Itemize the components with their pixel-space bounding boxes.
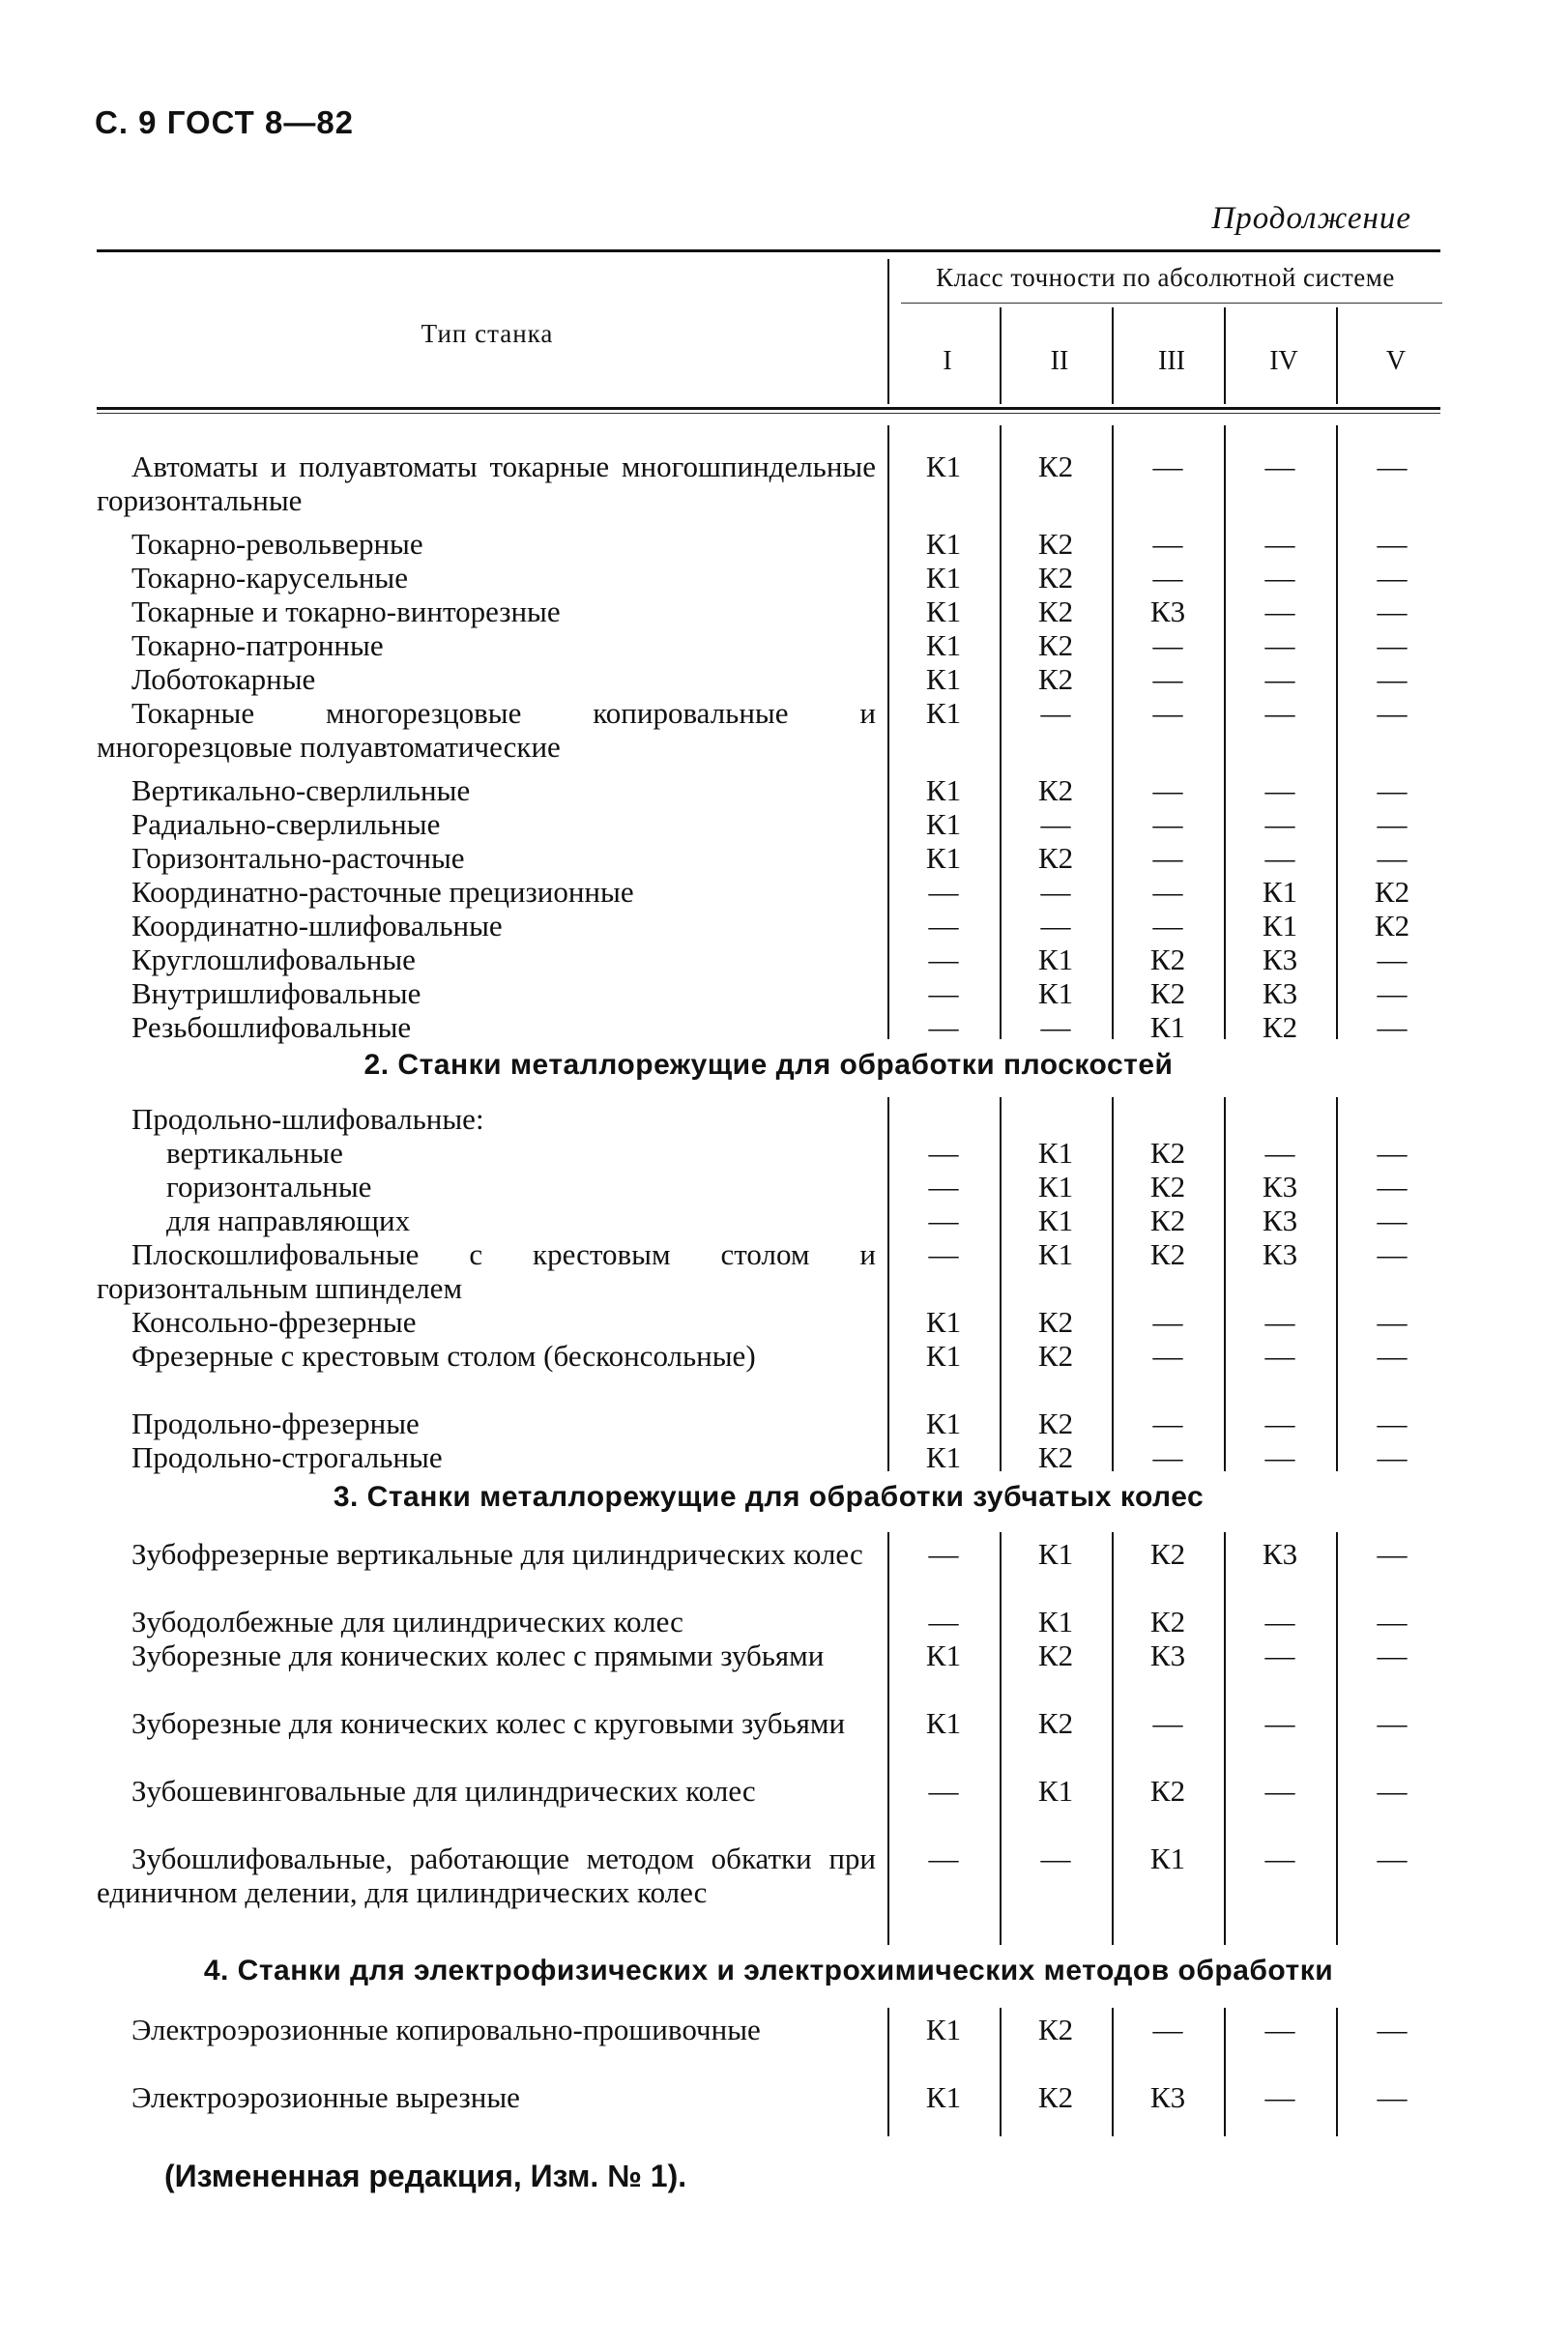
machine-type: Зуборезные для конических колес с прямыми зубьями bbox=[131, 1638, 825, 1672]
accuracy-class-cell: К2 bbox=[1037, 1406, 1074, 1440]
machine-type: Фрезерные с крестовым столом (бесконсольные) bbox=[131, 1339, 756, 1373]
accuracy-class-cell: — bbox=[1040, 875, 1071, 909]
machine-type: Токарно-патронные bbox=[131, 628, 384, 662]
table-row bbox=[97, 1339, 1440, 1406]
accuracy-class-cell: — bbox=[928, 1136, 959, 1170]
accuracy-class-cell: К2 bbox=[1037, 1305, 1074, 1339]
table-row bbox=[97, 1774, 1440, 1842]
accuracy-class-cell: — bbox=[1152, 1339, 1183, 1373]
accuracy-class-cell: — bbox=[1264, 594, 1295, 628]
machine-type: для направляющих bbox=[166, 1204, 411, 1237]
accuracy-class-cell: — bbox=[1264, 1605, 1295, 1638]
accuracy-class-cell: — bbox=[1377, 1406, 1408, 1440]
accuracy-class-cell: К1 bbox=[925, 628, 962, 662]
machine-type: Продольно-строгальные bbox=[131, 1440, 443, 1474]
accuracy-class-cell: К2 bbox=[1037, 628, 1074, 662]
table-row bbox=[97, 1010, 1440, 1044]
table-row bbox=[97, 1237, 1440, 1305]
table-header-class-2: II bbox=[1050, 346, 1069, 376]
table-row bbox=[97, 976, 1440, 1010]
table-row bbox=[97, 875, 1440, 909]
accuracy-class-cell: — bbox=[1377, 976, 1408, 1010]
accuracy-class-cell: К2 bbox=[1149, 942, 1186, 976]
accuracy-class-cell: — bbox=[1152, 841, 1183, 875]
accuracy-class-cell: — bbox=[1377, 628, 1408, 662]
table-row bbox=[97, 773, 1440, 807]
machine-type: Резьбошлифовальные bbox=[131, 1010, 412, 1044]
accuracy-class-cell: — bbox=[1152, 561, 1183, 594]
accuracy-class-cell: — bbox=[928, 1774, 959, 1808]
machine-type: Координатно-шлифовальные bbox=[131, 909, 503, 942]
accuracy-class-cell: — bbox=[1264, 1440, 1295, 1474]
accuracy-class-cell: К1 bbox=[1037, 942, 1074, 976]
accuracy-class-cell: К2 bbox=[1149, 1170, 1186, 1204]
accuracy-class-cell: — bbox=[1264, 1774, 1295, 1808]
accuracy-class-cell: К1 bbox=[925, 807, 962, 841]
machine-type: Лоботокарные bbox=[131, 662, 316, 696]
accuracy-class-cell: К2 bbox=[1037, 1706, 1074, 1740]
machine-type: Токарно-карусельные bbox=[131, 561, 408, 594]
machine-type: Продольно-фрезерные bbox=[131, 1406, 420, 1440]
accuracy-class-cell: — bbox=[928, 1204, 959, 1237]
machine-type: Зубофрезерные вертикальные для цилиндрических колес bbox=[131, 1537, 863, 1571]
accuracy-class-cell: — bbox=[1040, 807, 1071, 841]
accuracy-class-cell: — bbox=[1377, 2080, 1408, 2114]
accuracy-class-cell: — bbox=[1377, 1638, 1408, 1672]
accuracy-class-cell: К3 bbox=[1262, 1170, 1298, 1204]
accuracy-class-cell: К1 bbox=[925, 696, 962, 730]
accuracy-class-cell: К3 bbox=[1149, 1638, 1186, 1672]
accuracy-class-cell: К1 bbox=[1262, 909, 1298, 942]
accuracy-class-cell: К1 bbox=[925, 1406, 962, 1440]
accuracy-class-cell: — bbox=[1377, 1204, 1408, 1237]
table-row bbox=[97, 561, 1440, 594]
accuracy-class-cell: — bbox=[1264, 450, 1295, 483]
accuracy-class-cell: К2 bbox=[1037, 2013, 1074, 2046]
accuracy-class-cell: К3 bbox=[1149, 2080, 1186, 2114]
table-row bbox=[97, 628, 1440, 662]
machine-type: Плоскошлифовальные с крестовым столом и горизонтальным шпинделем bbox=[97, 1237, 876, 1305]
accuracy-class-cell: К2 bbox=[1149, 1774, 1186, 1808]
table-top-rule bbox=[97, 249, 1440, 252]
section-title: 3. Станки металлорежущие для обработки зубчатых колес bbox=[333, 1481, 1205, 1513]
accuracy-class-cell: — bbox=[1264, 696, 1295, 730]
table-header-class-4: IV bbox=[1269, 346, 1298, 376]
accuracy-class-cell: К1 bbox=[925, 1440, 962, 1474]
accuracy-class-cell: К2 bbox=[1037, 561, 1074, 594]
table-row bbox=[97, 696, 1440, 764]
accuracy-class-cell: — bbox=[1264, 527, 1295, 561]
accuracy-class-cell: — bbox=[1152, 909, 1183, 942]
accuracy-class-cell: — bbox=[1152, 1406, 1183, 1440]
accuracy-class-cell: — bbox=[1152, 1706, 1183, 1740]
accuracy-class-cell: К2 bbox=[1037, 450, 1074, 483]
table-row bbox=[97, 1706, 1440, 1774]
machine-type: Круглошлифовальные bbox=[131, 942, 416, 976]
accuracy-class-cell: К3 bbox=[1262, 1237, 1298, 1271]
accuracy-class-cell: — bbox=[1152, 1305, 1183, 1339]
table-row bbox=[97, 1537, 1440, 1605]
accuracy-class-cell: К2 bbox=[1037, 662, 1074, 696]
accuracy-class-cell: — bbox=[1264, 1638, 1295, 1672]
table-row bbox=[97, 1204, 1440, 1237]
accuracy-class-cell: — bbox=[1040, 1010, 1071, 1044]
accuracy-class-cell: — bbox=[928, 1237, 959, 1271]
header-column-divider bbox=[1336, 307, 1338, 404]
accuracy-class-cell: — bbox=[1152, 2013, 1183, 2046]
accuracy-class-cell: — bbox=[1152, 1440, 1183, 1474]
table-header-class-5: V bbox=[1385, 346, 1407, 376]
accuracy-class-cell: — bbox=[928, 1537, 959, 1571]
machine-type: Зубошлифовальные, работающие методом обкатки при единичном делении, для цилиндрических колес bbox=[97, 1842, 876, 1909]
accuracy-class-cell: — bbox=[928, 909, 959, 942]
accuracy-class-cell: К3 bbox=[1262, 1204, 1298, 1237]
page-header: С. 9 ГОСТ 8—82 bbox=[95, 104, 355, 140]
table-row bbox=[97, 450, 1440, 517]
accuracy-class-cell: — bbox=[1152, 875, 1183, 909]
table-row bbox=[97, 1440, 1440, 1474]
accuracy-class-cell: — bbox=[1264, 1305, 1295, 1339]
accuracy-class-cell: — bbox=[1264, 1339, 1295, 1373]
accuracy-class-cell: — bbox=[1264, 2013, 1295, 2046]
accuracy-class-cell: К2 bbox=[1037, 1440, 1074, 1474]
accuracy-class-cell: К1 bbox=[1037, 1237, 1074, 1271]
accuracy-class-cell: — bbox=[1040, 1842, 1071, 1875]
table-header-class-3: III bbox=[1158, 346, 1185, 376]
machine-type: Радиально-сверлильные bbox=[131, 807, 441, 841]
accuracy-class-cell: — bbox=[928, 875, 959, 909]
table-row bbox=[97, 1136, 1440, 1170]
table-row bbox=[97, 2080, 1440, 2114]
accuracy-class-cell: — bbox=[1264, 1406, 1295, 1440]
accuracy-class-cell: К3 bbox=[1262, 942, 1298, 976]
accuracy-class-cell: К2 bbox=[1374, 875, 1410, 909]
accuracy-class-cell: — bbox=[1152, 450, 1183, 483]
accuracy-class-cell: К1 bbox=[1037, 1774, 1074, 1808]
accuracy-class-cell: К2 bbox=[1037, 773, 1074, 807]
accuracy-class-cell: — bbox=[1377, 2013, 1408, 2046]
accuracy-class-cell: — bbox=[928, 976, 959, 1010]
machine-type: Зуборезные для конических колес с круговыми зубьями bbox=[131, 1706, 846, 1740]
accuracy-class-cell: — bbox=[1377, 594, 1408, 628]
accuracy-class-cell: К1 bbox=[1037, 1204, 1074, 1237]
accuracy-class-cell: К1 bbox=[1149, 1842, 1186, 1875]
accuracy-class-cell: — bbox=[1264, 807, 1295, 841]
accuracy-class-cell: — bbox=[1377, 807, 1408, 841]
accuracy-class-cell: К1 bbox=[1037, 1136, 1074, 1170]
accuracy-class-cell: — bbox=[1152, 807, 1183, 841]
machine-type: Токарные и токарно-винторезные bbox=[131, 594, 561, 628]
accuracy-class-cell: — bbox=[1377, 1237, 1408, 1271]
accuracy-class-cell: К3 bbox=[1262, 1537, 1298, 1571]
accuracy-class-cell: К2 bbox=[1374, 909, 1410, 942]
accuracy-class-cell: — bbox=[1264, 841, 1295, 875]
accuracy-class-cell: К2 bbox=[1149, 976, 1186, 1010]
machine-type: Консольно-фрезерные bbox=[131, 1305, 417, 1339]
accuracy-class-cell: — bbox=[1264, 773, 1295, 807]
table-row bbox=[97, 594, 1440, 628]
accuracy-class-cell: К1 bbox=[1262, 875, 1298, 909]
table-header-class-1: I bbox=[943, 346, 952, 376]
accuracy-class-cell: — bbox=[1377, 450, 1408, 483]
accuracy-class-cell: К2 bbox=[1037, 1638, 1074, 1672]
table-row bbox=[97, 1842, 1440, 1943]
accuracy-class-cell: — bbox=[1377, 1170, 1408, 1204]
machine-type: Автоматы и полуавтоматы токарные многошпиндельные горизонтальные bbox=[97, 450, 876, 517]
accuracy-class-cell: К1 bbox=[925, 1339, 962, 1373]
accuracy-class-cell: К3 bbox=[1262, 976, 1298, 1010]
machine-type: Зубошевинговальные для цилиндрических колес bbox=[131, 1774, 756, 1808]
accuracy-class-cell: К2 bbox=[1037, 2080, 1074, 2114]
accuracy-class-cell: К2 bbox=[1149, 1605, 1186, 1638]
accuracy-class-cell: — bbox=[1040, 909, 1071, 942]
machine-type: Продольно-шлифовальные: bbox=[131, 1102, 484, 1136]
accuracy-class-cell: К2 bbox=[1262, 1010, 1298, 1044]
accuracy-class-cell: К2 bbox=[1149, 1237, 1186, 1271]
section-title: 4. Станки для электрофизических и электрохимических методов обработки bbox=[203, 1955, 1334, 1986]
table-row bbox=[97, 662, 1440, 696]
accuracy-class-cell: К2 bbox=[1149, 1136, 1186, 1170]
table-row bbox=[97, 1170, 1440, 1204]
machine-type: Электроэрозионные вырезные bbox=[131, 2080, 520, 2114]
accuracy-class-cell: К1 bbox=[1037, 1537, 1074, 1571]
accuracy-class-cell: К1 bbox=[925, 527, 962, 561]
machine-type: Внутришлифовальные bbox=[131, 976, 421, 1010]
table-header-class: Класс точности по абсолютной системе bbox=[936, 263, 1395, 292]
header-column-divider bbox=[887, 259, 889, 404]
machine-type: Горизонтально-расточные bbox=[131, 841, 465, 875]
header-column-divider bbox=[1000, 307, 1002, 404]
table-header-rule-thin bbox=[97, 413, 1440, 414]
table-row bbox=[97, 1605, 1440, 1638]
accuracy-class-cell: — bbox=[1377, 1605, 1408, 1638]
accuracy-class-cell: — bbox=[1152, 662, 1183, 696]
header-column-divider bbox=[1224, 307, 1226, 404]
accuracy-class-cell: — bbox=[1377, 1339, 1408, 1373]
accuracy-class-cell: К2 bbox=[1149, 1537, 1186, 1571]
accuracy-class-cell: — bbox=[1377, 662, 1408, 696]
accuracy-class-cell: К3 bbox=[1149, 594, 1186, 628]
accuracy-class-cell: К1 bbox=[925, 561, 962, 594]
accuracy-class-cell: — bbox=[1377, 1136, 1408, 1170]
accuracy-class-cell: — bbox=[928, 1605, 959, 1638]
section-title: 2. Станки металлорежущие для обработки плоскостей bbox=[363, 1049, 1174, 1081]
accuracy-class-cell: — bbox=[1377, 1440, 1408, 1474]
accuracy-class-cell: К1 bbox=[925, 2013, 962, 2046]
accuracy-class-cell: — bbox=[1152, 773, 1183, 807]
accuracy-class-cell: К1 bbox=[925, 841, 962, 875]
accuracy-class-cell: — bbox=[1377, 561, 1408, 594]
table-row bbox=[97, 2013, 1440, 2080]
accuracy-class-cell: К2 bbox=[1037, 527, 1074, 561]
accuracy-class-cell: К1 bbox=[1037, 976, 1074, 1010]
accuracy-class-cell: — bbox=[1040, 696, 1071, 730]
accuracy-class-cell: — bbox=[928, 1170, 959, 1204]
accuracy-class-cell: К1 bbox=[1037, 1605, 1074, 1638]
table-header-rule bbox=[97, 407, 1440, 410]
accuracy-class-cell: — bbox=[1377, 527, 1408, 561]
accuracy-class-cell: К1 bbox=[925, 450, 962, 483]
table-row bbox=[97, 942, 1440, 976]
accuracy-class-cell: К1 bbox=[925, 2080, 962, 2114]
machine-type: Токарно-револьверные bbox=[131, 527, 423, 561]
table-row bbox=[97, 909, 1440, 942]
accuracy-class-cell: — bbox=[1377, 1842, 1408, 1875]
accuracy-class-cell: К2 bbox=[1149, 1204, 1186, 1237]
machine-type: Вертикально-сверлильные bbox=[131, 773, 471, 807]
accuracy-class-cell: — bbox=[1377, 773, 1408, 807]
machine-type: Токарные многорезцовые копировальные и многорезцовые полуавтоматические bbox=[97, 696, 876, 764]
table-row bbox=[97, 1305, 1440, 1339]
accuracy-class-cell: — bbox=[1152, 628, 1183, 662]
header-column-divider bbox=[1112, 307, 1114, 404]
table-row bbox=[97, 527, 1440, 561]
machine-type: горизонтальные bbox=[166, 1170, 372, 1204]
accuracy-class-cell: — bbox=[1377, 1537, 1408, 1571]
machine-type: Электроэрозионные копировально-прошивочные bbox=[131, 2013, 761, 2046]
accuracy-class-cell: К1 bbox=[925, 1638, 962, 1672]
table-row bbox=[97, 807, 1440, 841]
accuracy-class-cell: — bbox=[1264, 1706, 1295, 1740]
accuracy-class-cell: К1 bbox=[1149, 1010, 1186, 1044]
accuracy-class-cell: — bbox=[928, 942, 959, 976]
accuracy-class-cell: К2 bbox=[1037, 594, 1074, 628]
accuracy-class-cell: К2 bbox=[1037, 1339, 1074, 1373]
accuracy-class-cell: К1 bbox=[925, 594, 962, 628]
accuracy-class-cell: — bbox=[1152, 527, 1183, 561]
machine-type: вертикальные bbox=[166, 1136, 343, 1170]
accuracy-class-cell: — bbox=[1377, 1010, 1408, 1044]
footer-note: (Измененная редакция, Изм. № 1). bbox=[164, 2159, 687, 2193]
accuracy-class-cell: — bbox=[1377, 841, 1408, 875]
accuracy-class-cell: — bbox=[1264, 1842, 1295, 1875]
accuracy-class-cell: — bbox=[1264, 662, 1295, 696]
machine-type: Зубодолбежные для цилиндрических колес bbox=[131, 1605, 683, 1638]
accuracy-class-cell: — bbox=[1377, 696, 1408, 730]
table-row bbox=[97, 1406, 1440, 1440]
accuracy-class-cell: — bbox=[1264, 628, 1295, 662]
accuracy-class-cell: К1 bbox=[1037, 1170, 1074, 1204]
table-row bbox=[97, 841, 1440, 875]
accuracy-class-cell: — bbox=[1152, 696, 1183, 730]
accuracy-class-cell: — bbox=[928, 1010, 959, 1044]
continuation-label: Продолжение bbox=[1211, 201, 1411, 236]
table-header-type: Тип станка bbox=[421, 319, 554, 348]
accuracy-class-cell: К1 bbox=[925, 773, 962, 807]
accuracy-class-cell: — bbox=[1264, 1136, 1295, 1170]
accuracy-class-cell: — bbox=[1377, 942, 1408, 976]
accuracy-class-cell: — bbox=[1377, 1706, 1408, 1740]
accuracy-class-cell: — bbox=[928, 1842, 959, 1875]
accuracy-class-cell: — bbox=[1377, 1774, 1408, 1808]
table-row bbox=[97, 1638, 1440, 1706]
accuracy-class-cell: — bbox=[1264, 561, 1295, 594]
accuracy-class-cell: — bbox=[1264, 2080, 1295, 2114]
accuracy-class-cell: К2 bbox=[1037, 841, 1074, 875]
accuracy-class-cell: — bbox=[1377, 1305, 1408, 1339]
table-row bbox=[97, 1102, 1440, 1136]
accuracy-class-cell: К1 bbox=[925, 1706, 962, 1740]
machine-type: Координатно-расточные прецизионные bbox=[131, 875, 634, 909]
accuracy-class-cell: К1 bbox=[925, 1305, 962, 1339]
table-header-class-rule bbox=[901, 303, 1442, 304]
accuracy-class-cell: К1 bbox=[925, 662, 962, 696]
